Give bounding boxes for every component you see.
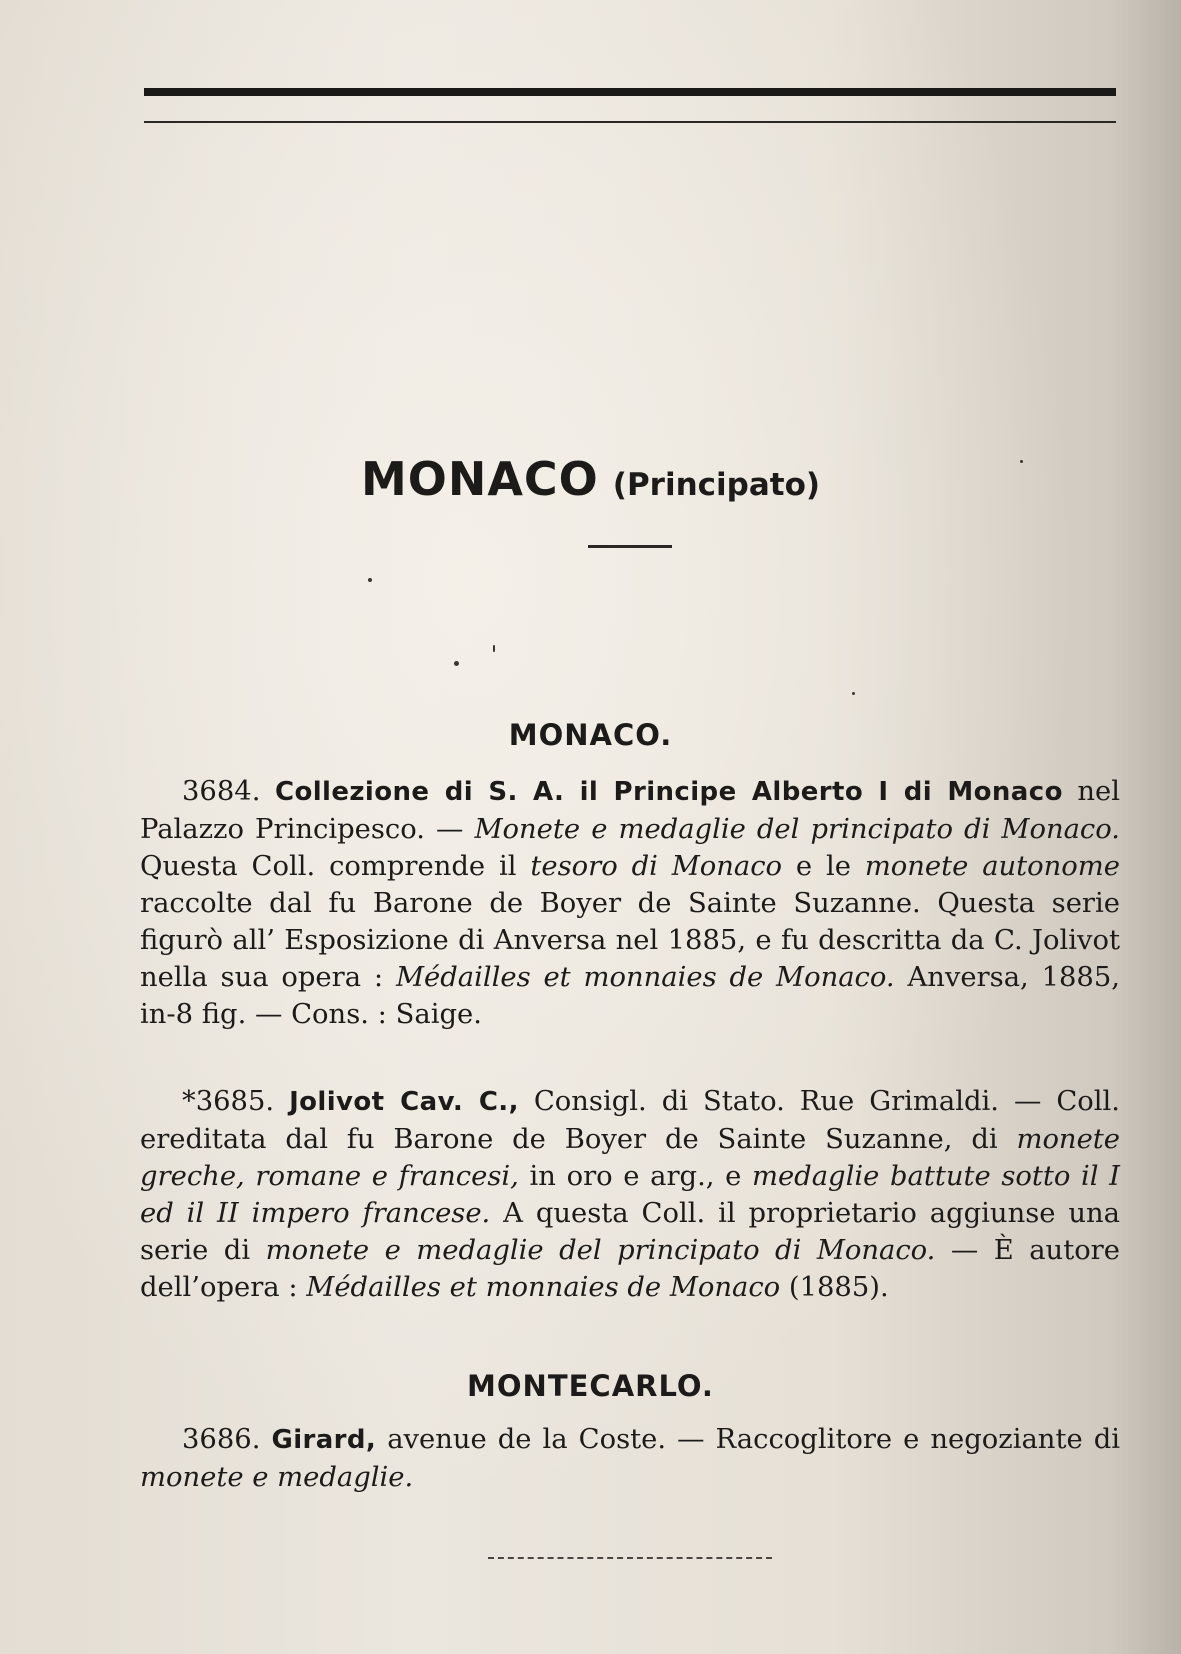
- entry-italic: monete greche, romane e francesi,: [140, 1124, 1120, 1192]
- chapter-heading: [0, 452, 1181, 506]
- paper-speck: [493, 645, 495, 652]
- entry-text: (1885).: [780, 1272, 889, 1303]
- entry-italic: monete autonome: [864, 851, 1120, 882]
- entry-text: nel Palazzo Principesco. —: [140, 776, 1120, 845]
- entry-text: Anversa, 1885, in-8 fig. — Cons. : Saige.: [140, 962, 1120, 1030]
- entry-italic: monete e medaglie.: [140, 1462, 414, 1493]
- section-heading-monaco: MONACO.: [508, 718, 673, 752]
- entry-name: Collezione di S. A. il Principe Alberto I di Monaco: [274, 777, 1063, 807]
- entry-number: *3685.: [182, 1086, 275, 1117]
- entry-3685: [140, 1083, 1120, 1306]
- entry-text: e le: [782, 851, 865, 882]
- entry-italic: Médailles et monnaies de Monaco: [306, 1272, 781, 1303]
- entry-number: 3686.: [182, 1424, 261, 1455]
- entry-text: avenue de la Coste. — Raccoglitore e negoziante di: [376, 1424, 1120, 1455]
- bottom-dotted-rule: [488, 1557, 772, 1559]
- entry-text: raccolte dal fu Barone de Boyer de Sainte Suzanne. Questa serie figurò all’ Esposizione di Anversa nel 1885, e fu descritta da C. Jolivot nella sua opera :: [140, 888, 1120, 993]
- entry-text: in oro e arg., e: [518, 1161, 752, 1192]
- heading-divider: [588, 545, 672, 548]
- entry-italic: medaglie battute sotto il I ed il II impero francese.: [140, 1161, 1121, 1229]
- entry-name: Jolivot Cav. C.,: [289, 1087, 519, 1117]
- entry-text: A questa Coll. il proprietario aggiunse una serie di: [140, 1198, 1120, 1266]
- entry-italic: Médailles et monnaies de Monaco.: [395, 962, 895, 993]
- paper-speck: [1020, 460, 1023, 463]
- chapter-subtitle: (Principato): [612, 467, 821, 503]
- entry-3686: [140, 1421, 1120, 1496]
- entry-3684: [140, 773, 1120, 1033]
- paper-speck: [454, 661, 459, 666]
- top-thin-rule: [144, 121, 1116, 123]
- paper-speck: [852, 692, 855, 695]
- paper-speck: [368, 578, 372, 582]
- top-thick-rule: [144, 88, 1116, 96]
- entry-text: Questa Coll. comprende il: [140, 851, 531, 882]
- entry-text: — È autore dell’opera :: [140, 1235, 1120, 1303]
- entry-italic: Monete e medaglie del principato di Monaco.: [474, 814, 1120, 845]
- section-heading-montecarlo: MONTECARLO.: [467, 1369, 714, 1403]
- entry-name: Girard,: [271, 1425, 377, 1455]
- entry-italic: monete e medaglie del principato di Monaco.: [265, 1235, 936, 1266]
- entry-italic: tesoro di Monaco: [530, 851, 783, 882]
- chapter-title: MONACO: [360, 452, 599, 506]
- entry-text: Consigl. di Stato. Rue Grimaldi. — Coll. ereditata dal fu Barone de Boyer de Sainte Suzanne, di: [140, 1086, 1120, 1155]
- entry-number: 3684.: [182, 776, 261, 807]
